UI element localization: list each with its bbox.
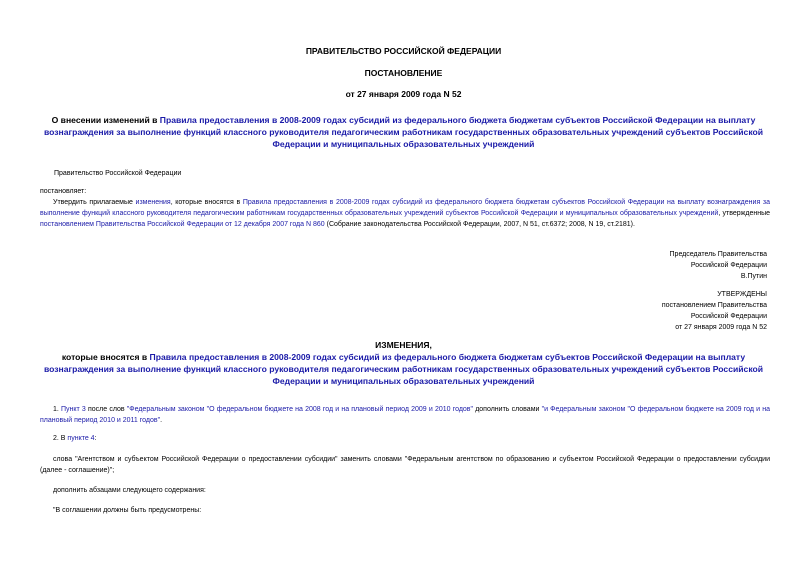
changes-title-prefix: которые вносятся в bbox=[61, 352, 150, 362]
signature-block bbox=[670, 249, 767, 282]
approved-line-2: постановлением Правительства bbox=[661, 302, 767, 309]
item2-text: : bbox=[94, 435, 97, 442]
changes-heading: ИЗМЕНЕНИЯ, bbox=[375, 340, 432, 350]
approved-line-3: Российской Федерации bbox=[690, 313, 767, 320]
decree-860-link[interactable]: постановлением Правительства Российской Федерации от 12 декабря 2007 года N 860 bbox=[40, 221, 325, 228]
changes-title bbox=[36, 351, 771, 387]
change-item-2b: дополнить абзацами следующего содержания: bbox=[53, 487, 206, 494]
rules-link[interactable]: Правила предоставления в 2008-2009 годах субсидий из федерального бюджета бюджетам субъектов Российской Федерации на выплату вознаграждения за выполнение функций классного руководителя педагогическим работникам государственных образовательных учреждений субъектов Российской Федерации и муниципальных образовательных учреждений bbox=[40, 199, 770, 217]
item1-text-1: после слов bbox=[85, 406, 127, 413]
document-date-number: от 27 января 2009 года N 52 bbox=[345, 89, 462, 99]
title-rules-link[interactable]: Правила предоставления в 2008-2009 годах субсидий из федерального бюджета бюджетам субъектов Российской Федерации на выплату вознаграждения за выполнение функций классного руководителя педагогическим работникам государственных образовательных учреждений субъектов Российской Федерации и муниципальных образовательных учреждений bbox=[43, 115, 764, 149]
approved-block bbox=[662, 289, 767, 333]
approved-line-1: УТВЕРЖДЕНЫ bbox=[717, 291, 767, 298]
issuer: Правительство Российской Федерации bbox=[54, 170, 182, 177]
para1-text-1: Утвердить прилагаемые bbox=[53, 199, 136, 206]
item2-number: 2. В bbox=[53, 435, 68, 442]
signature-name: В.Путин bbox=[740, 273, 767, 280]
government-header: ПРАВИТЕЛЬСТВО РОССИЙСКОЙ ФЕДЕРАЦИИ bbox=[305, 46, 502, 56]
signature-line-2: Российской Федерации bbox=[690, 262, 767, 269]
item1-text-3: . bbox=[160, 417, 163, 424]
para1-text-3: , утвержденные bbox=[718, 210, 770, 217]
item1-number: 1. bbox=[53, 406, 62, 413]
change-item-1 bbox=[40, 404, 770, 426]
item2-point4-link[interactable]: пункте 4 bbox=[67, 435, 95, 442]
change-item-2c: "В соглашении должны быть предусмотрены: bbox=[53, 507, 202, 514]
decrees-label: постановляет: bbox=[40, 188, 87, 195]
item1-law-2009-link[interactable]: "и Федеральным законом "О федеральном бюджете на 2009 год и на плановый период 2010 и 2011 годов" bbox=[40, 406, 770, 424]
title-prefix: О внесении изменений в bbox=[51, 115, 160, 125]
decree-paragraph bbox=[40, 197, 770, 230]
item1-text-2: дополнить словами bbox=[473, 406, 542, 413]
changes-rules-link[interactable]: Правила предоставления в 2008-2009 годах субсидий из федерального бюджета бюджетам субъектов Российской Федерации на выплату вознаграждения за выполнение функций классного руководителя педагогическим работникам государственных образовательных учреждений субъектов Российской Федерации и муниципальных образовательных учреждений bbox=[43, 352, 764, 386]
approved-line-4: от 27 января 2009 года N 52 bbox=[675, 324, 767, 331]
document-title bbox=[36, 114, 771, 150]
signature-line-1: Председатель Правительства bbox=[669, 251, 767, 258]
changes-link[interactable]: изменения bbox=[135, 199, 171, 206]
item1-law-2008-link[interactable]: "Федеральным законом "О федеральном бюджете на 2008 год и на плановый период 2009 и 2010 годов" bbox=[126, 406, 474, 413]
para1-text-4: (Собрание законодательства Российской Федерации, 2007, N 51, ст.6372; 2008, N 19, ст.2181). bbox=[324, 221, 635, 228]
change-item-2 bbox=[40, 433, 770, 444]
change-item-2a: слова "Агентством и субъектом Российской Федерации о предоставлении субсидии" заменить словами "Федеральным агентством по образованию и субъектом Российской Федерации о предоставлении субсидии (далее - соглашение)"; bbox=[40, 456, 770, 474]
para1-text-2: , которые вносятся в bbox=[170, 199, 243, 206]
item1-point3-link[interactable]: Пункт 3 bbox=[61, 406, 86, 413]
document-type: ПОСТАНОВЛЕНИЕ bbox=[364, 68, 443, 78]
